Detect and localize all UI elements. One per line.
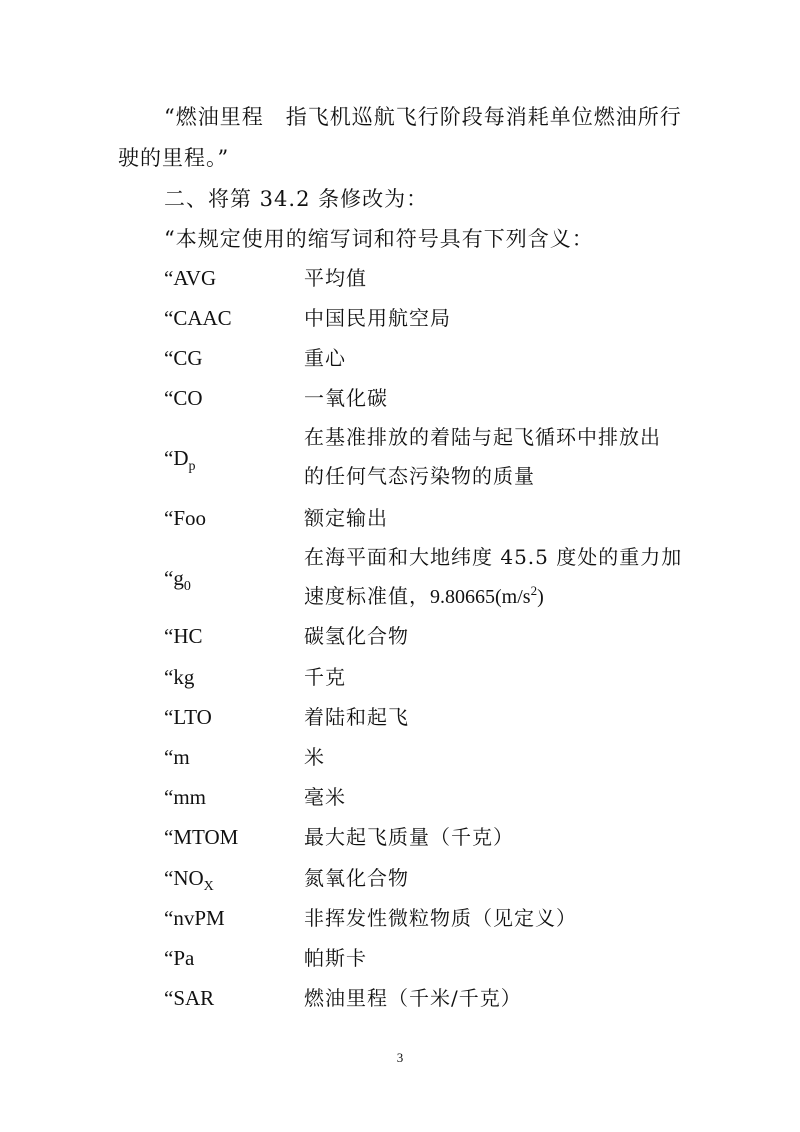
fuel-mileage-definition-line-2: 驶的里程。” <box>118 146 230 170</box>
term-def-g0-line-1: 在海平面和大地纬度 45.5 度处的重力加 <box>304 545 683 569</box>
term-abbr-pa: “Pa <box>164 946 195 970</box>
term-def-nvpm: 非挥发性微粒物质（见定义） <box>304 906 577 930</box>
term-def-g0-close-paren: ) <box>537 586 544 608</box>
fuel-mileage-definition-line-1: “燃油里程 指飞机巡航飞行阶段每消耗单位燃油所行 <box>164 105 682 129</box>
term-abbr-nox <box>164 865 214 895</box>
term-abbr-avg: “AVG <box>164 266 217 290</box>
term-def-g0-value: 9.80665(m/s <box>430 586 531 608</box>
term-abbr-nvpm: “nvPM <box>164 906 225 930</box>
term-abbr-sar: “SAR <box>164 986 215 1010</box>
term-def-g0-line-2-text: 速度标准值， <box>304 584 430 608</box>
term-abbr-hc: “HC <box>164 624 203 648</box>
term-def-kg: 千克 <box>304 665 346 689</box>
term-abbr-mm: “mm <box>164 785 206 809</box>
term-abbr-nox-main: “NO <box>164 866 204 890</box>
term-def-nox: 氮氧化合物 <box>304 866 409 890</box>
term-def-avg: 平均值 <box>304 266 367 290</box>
term-def-mm: 毫米 <box>304 785 346 809</box>
term-def-mtom: 最大起飞质量（千克） <box>304 825 514 849</box>
term-abbr-co: “CO <box>164 386 203 410</box>
page-number: 3 <box>396 1050 404 1065</box>
term-def-foo: 额定输出 <box>304 506 388 530</box>
term-abbr-dp-main: “D <box>164 446 189 470</box>
term-def-cg: 重心 <box>304 346 346 370</box>
term-abbr-cg: “CG <box>164 346 203 370</box>
term-abbr-caac: “CAAC <box>164 306 232 330</box>
amendment-heading: 二、将第 34.2 条修改为： <box>164 187 429 211</box>
term-def-m: 米 <box>304 745 325 769</box>
term-def-co: 一氧化碳 <box>304 386 388 410</box>
term-abbr-g0-subscript: 0 <box>183 579 191 594</box>
term-abbr-nox-subscript: X <box>203 879 214 894</box>
term-def-g0-superscript: 2 <box>530 583 538 598</box>
abbreviations-intro: “本规定使用的缩写词和符号具有下列含义： <box>164 227 594 251</box>
term-abbr-g0-main: “g <box>164 566 184 590</box>
term-abbr-m: “m <box>164 745 190 769</box>
term-def-hc: 碳氢化合物 <box>304 624 409 648</box>
term-abbr-foo: “Foo <box>164 506 206 530</box>
term-abbr-lto: “LTO <box>164 705 212 729</box>
term-def-sar: 燃油里程（千米/千克） <box>304 986 522 1010</box>
term-abbr-g0 <box>164 565 191 595</box>
term-abbr-kg: “kg <box>164 665 195 689</box>
term-def-caac: 中国民用航空局 <box>304 306 451 330</box>
term-abbr-mtom: “MTOM <box>164 825 239 849</box>
term-abbr-dp <box>164 445 196 475</box>
term-def-pa: 帕斯卡 <box>304 946 367 970</box>
term-def-g0-line-2 <box>304 583 544 612</box>
term-def-dp-line-1: 在基准排放的着陆与起飞循环中排放出 <box>304 425 661 449</box>
term-abbr-dp-subscript: p <box>188 459 196 474</box>
term-def-lto: 着陆和起飞 <box>304 705 409 729</box>
term-def-dp-line-2: 的任何气态污染物的质量 <box>304 464 535 488</box>
